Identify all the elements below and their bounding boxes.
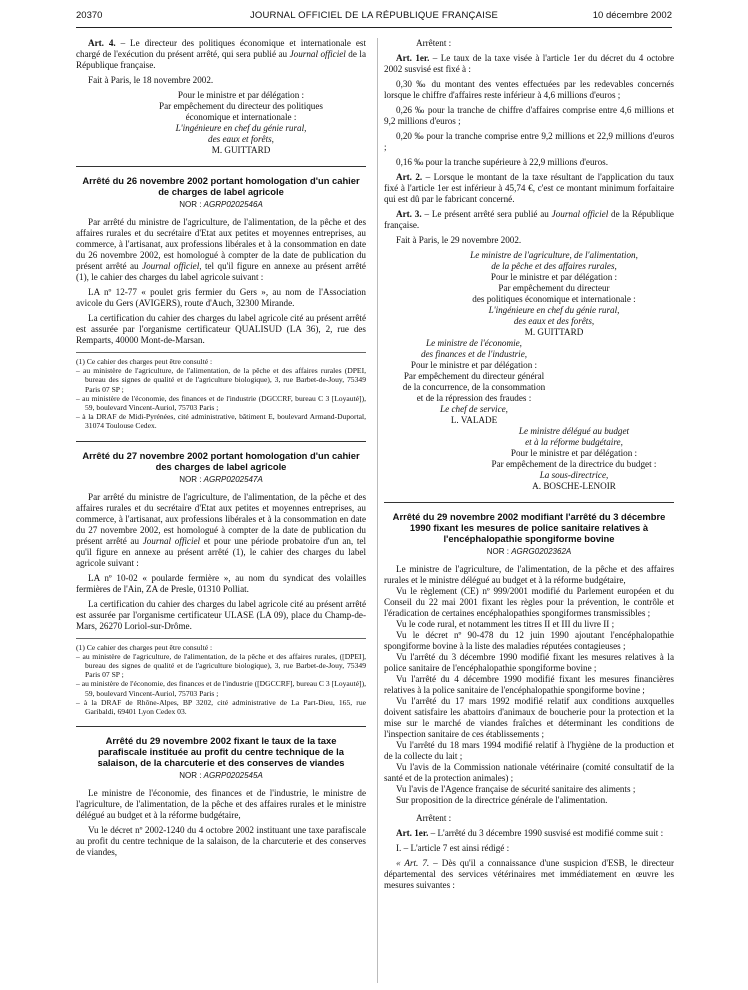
visa-paragraph: Vu l'arrêté du 17 mars 1992 modifié relatif aux conditions auxquelles doivent satisfaire les abattoirs d'animaux de boucherie pour la protection et la mise sur le marché de viandes fraîches et déterminant les conditions de l'inspection sanitaire de ces établissements ; <box>384 696 674 739</box>
esb-article-7-intro: I. – L'article 7 est ainsi rédigé : <box>396 843 510 853</box>
signature-block-1 <box>116 90 366 156</box>
journal-title: JOURNAL OFFICIEL DE LA RÉPUBLIQUE FRANÇAISE <box>249 10 499 21</box>
page-header <box>76 10 672 28</box>
footnote-line: – au ministère de l'agriculture, de l'alimentation, de la pêche et des affaires rurales (DPEI, bureau des signes de qualité et de l'agriculture biologique), 3, rue Barbet-de-Jouy, 75349 Paris 07 SP ; <box>76 366 366 394</box>
visa-paragraph: Vu le code rural, et notamment les titres II et III du livre II ; <box>396 619 615 629</box>
signature-block-budget: Le ministre délégué au budget et à la réforme budgétaire, Pour le ministre et par délégation : Par empêchement de la directrice du budget : La sous-directrice, A. BOSCHE-LENOIR <box>491 426 657 491</box>
visa-paragraph: Vu l'arrêté du 4 décembre 1990 modifié fixant les mesures financières relatives à la police sanitaire de l'encéphalopathie spongiforme bovine ; <box>384 674 674 695</box>
rate-item: 0,16 ‰ pour la tranche supérieure à 22,9 millions d'euros. <box>396 157 608 167</box>
header-rule <box>76 27 672 28</box>
section-separator <box>76 166 366 167</box>
visa-paragraph: Vu l'avis de la Commission nationale vétérinaire (comité consultatif de la santé et de la protection animales) ; <box>384 762 674 783</box>
fait-paris-1: Fait à Paris, le 18 novembre 2002. <box>88 75 214 85</box>
arrete-26-footnotes <box>76 357 366 431</box>
footnote-line: – à la DRAF de Rhône-Alpes, BP 3202, cité administrative de La Part-Dieu, 165, rue Garibaldi, 69401 Lyon Cedex 03. <box>76 697 366 717</box>
section-separator <box>76 726 366 727</box>
arrete-26-para-3: La certification du cahier des charges du label agricole cité au présent arrêté est assurée par l'organisme certificateur QUALISUD (LA 36), 2, rue des Remparts, 40000 Mont-de-Marsan. <box>76 313 366 345</box>
footnote-line: (1) Ce cahier des charges peut être consulté : <box>76 357 213 366</box>
footnote-line: – à la DRAF de Midi-Pyrénées, cité administrative, bâtiment E, boulevard Armand-Duportal, 31074 Toulouse Cedex. <box>76 412 366 431</box>
footnote-line: – au ministère de l'agriculture, de l'alimentation, de la pêche et des affaires rurales, ([DPEI], bureau des signes de qualité et de l'agriculture biologique), 3, rue Barbet-de-Jouy, 75349 Paris 07 SP ; <box>76 651 366 680</box>
art1-paragraph: Art. 1er. – Le taux de la taxe visée à l'article 1er du décret du 4 octobre 2002 susvisé est fixé à : <box>384 53 674 74</box>
visa-paragraph: Vu l'arrêté du 3 décembre 1990 modifié fixant les mesures relatives à la police sanitaire de l'encéphalopathie spongiforme bovine ; <box>384 652 674 673</box>
esb-article-7-text: « Art. 7. – Dès qu'il a connaissance d'une suspicion d'ESB, le directeur départemental des services vétérinaires met immédiatement en œuvre les mesures suivantes : <box>384 858 675 890</box>
arretent-1: Arrêtent : <box>416 38 452 48</box>
sig1-line: Pour le ministre et par délégation : <box>177 90 305 100</box>
footnote-rule <box>76 352 366 353</box>
arrete-27-para-2: LA nº 10-02 « poularde fermière », au nom du syndicat des volailles fermières de l'Ain, ZA de Presle, 01310 Polliat. <box>76 572 366 594</box>
sig1-line: Par empêchement du directeur des politiques <box>159 101 323 111</box>
visa-paragraph: Vu le règlement (CE) nº 999/2001 modifié du Parlement européen et du Conseil du 22 mai 2001 fixant les règles pour la prévention, le contrôle et l'éradication de certaines encéphalopathies spongiformes transmissibles ; <box>384 586 674 618</box>
rate-item: 0,20 ‰ pour la tranche comprise entre 9,2 millions et 22,9 millions d'euros ; <box>384 131 674 152</box>
sig1-title: L'ingénieure en chef du génie rural, <box>175 123 307 133</box>
rate-item: 0,26 ‰ pour la tranche de chiffre d'affaires comprise entre 4,6 millions et 9,2 millions d'euros ; <box>384 105 674 126</box>
art4-jo: Journal officiel <box>289 49 346 59</box>
footnote-line: – au ministère de l'économie, des finances et de l'industrie ([DGCCRF], bureau C 3 [Loyauté]), 59, boulevard Vincent-Auriol, 75703 Paris ; <box>76 679 366 698</box>
visa-paragraph: Le ministre de l'agriculture, de l'alimentation, de la pêche et des affaires rurales et le ministre délégué au budget et à la réforme budgétaire, <box>384 564 674 585</box>
page-number: 20370 <box>76 10 103 21</box>
arrete-26-title: Arrêté du 26 novembre 2002 portant homologation d'un cahier de charges de label agricole <box>82 175 360 197</box>
arrete-27-nor: NOR : AGRP0202547A <box>179 474 263 484</box>
arrete-esb-visas <box>384 564 674 806</box>
footnote-line: – au ministère de l'économie, des finances et de l'industrie (DGCCRF, bureau C 3 [Loyauté]), 59, boulevard Vincent-Auriol, 75703 Paris ; <box>76 393 366 413</box>
visa-paragraph: Vu l'avis de l'Agence française de sécurité sanitaire des aliments ; <box>396 784 636 794</box>
footnote-line: (1) Ce cahier des charges peut être consulté : <box>76 642 213 652</box>
section-separator <box>384 502 674 503</box>
visa-paragraph: Vu le décret nº 90-478 du 12 juin 1990 ajoutant l'encéphalopathie spongiforme bovine à la liste des maladies réputées contagieuses ; <box>384 630 674 651</box>
esb-art1-paragraph: Art. 1er. – L'arrêté du 3 décembre 1990 susvisé est modifié comme suit : <box>396 828 664 838</box>
arrete-27-title: Arrêté du 27 novembre 2002 portant homologation d'un cahier des charges de label agricole <box>82 449 360 472</box>
arrete-29-taxe-para-1: Le ministre de l'économie, des finances et de l'industrie, le ministre de l'agriculture, de l'alimentation, de la pêche et des affaires rurales et le ministre délégué au budget et à la réforme budgétaire, <box>76 788 366 821</box>
arrete-26-nor: NOR : AGRP0202546A <box>179 200 263 209</box>
sig1-name: M. GUITTARD <box>211 145 271 155</box>
art4-text: – Le directeur des politiques économique et internationale est chargé de l'exécution du présent arrêté, qui sera publié au <box>76 38 366 59</box>
art3-paragraph: Art. 3. – Le présent arrêté sera publié au Journal officiel de la République française. <box>384 209 674 230</box>
arrete-esb-title: Arrêté du 29 novembre 2002 modifiant l'arrêté du 3 décembre 1990 fixant les mesures de police sanitaire relatives à l'encéphalopathie spongiforme bovine <box>392 511 666 544</box>
arrete-esb-nor: NOR : AGRG0202362A <box>486 547 572 556</box>
arrete-26-para-1: Par arrêté du ministre de l'agriculture, de l'alimentation, de la pêche et des affaires rurales et du secrétaire d'Etat aux petites et moyennes entreprises, au commerce, à l'artisanat, aux professions libérales et à la consommation en date du 26 novembre 2002, est homologué à compter de la date de publication du présent arrêté au Journal officiel, tel qu'il figure en annexe au présent arrêté (1), le cahier des charges du label agricole suivant : <box>76 217 366 282</box>
arrete-27-para-3: La certification du cahier des charges du label agricole cité au présent arrêté est assurée par l'organisme certificateur ULASE (LA 09), place du Champ-de-Mars, 26270 Loriol-sur-Drôme. <box>76 598 366 631</box>
arretent-2: Arrêtent : <box>416 813 452 823</box>
visa-paragraph: Vu l'arrêté du 18 mars 1994 modifié relatif à l'hygiène de la production et de la collecte du lait ; <box>384 740 674 761</box>
left-column <box>76 38 366 862</box>
column-divider <box>377 38 378 983</box>
arrete-26-para-2: LA nº 12-77 « poulet gris fermier du Gers », au nom de l'Association avicole du Gers (AVIGERS), route d'Auch, 32300 Mirande. <box>76 287 366 308</box>
footnote-rule <box>76 638 366 639</box>
right-column <box>384 38 674 895</box>
section-separator <box>76 441 366 442</box>
rate-item: 0,30 ‰ du montant des ventes effectuées par les redevables concernés lorsque le chiffre d'affaires reste inférieur à 4,6 millions d'euros ; <box>384 79 674 100</box>
art4-label: Art. 4. <box>88 38 116 48</box>
art4-paragraph <box>76 38 366 71</box>
art2-paragraph: Art. 2. – Lorsque le montant de la taxe résultant de l'application du taux fixé à l'article 1er est inférieur à 45,74 €, c'est ce montant minimum forfaitaire qui est dû par le fabricant concerné. <box>384 172 674 204</box>
issue-date: 10 décembre 2002 <box>592 10 672 21</box>
fait-paris-2: Fait à Paris, le 29 novembre 2002. <box>396 235 522 245</box>
signature-block-economie: Le ministre de l'économie, des finances et de l'industrie, Pour le ministre et par délégation : Par empêchement du directeur général de la concurrence, de la consommation et de la répression des fraudes : Le chef de service, L. VALADE <box>402 338 546 425</box>
visa-paragraph: Sur proposition de la directrice générale de l'alimentation. <box>396 795 608 805</box>
sig1-line: économique et internationale : <box>185 112 297 122</box>
arrete-29-taxe-title: Arrêté du 29 novembre 2002 fixant le taux de la taxe parafiscale instituée au profit du centre technique de la salaison, de la charcuterie et des conserves de viandes <box>97 735 345 769</box>
art4-end: de la République française. <box>76 49 366 70</box>
arrete-29-taxe-nor: NOR : AGRP0202545A <box>179 771 263 781</box>
signature-block-agriculture: Le ministre de l'agriculture, de l'alimentation, de la pêche et des affaires rurales, Pour le ministre et par délégation : Par empêchement du directeur des politiques économique et internationale : L'ingénieure en chef du génie rural, des eaux et des forêts, M. GUITTARD <box>470 250 638 337</box>
arrete-27-footnotes <box>76 643 366 717</box>
arrete-29-taxe-para-2: Vu le décret nº 2002-1240 du 4 octobre 2002 instituant une taxe parafiscale au profit du centre technique de la salaison, de la charcuterie et des conserves de viandes, <box>76 825 366 858</box>
arrete-27-para-1: Par arrêté du ministre de l'agriculture, de l'alimentation, de la pêche et des affaires rurales et du secrétaire d'Etat aux petites et moyennes entreprises, au commerce, à l'artisanat, aux professions libérales et à la consommation en date du 27 novembre 2002, est homologué à compter de la date de publication du présent arrêté au Journal officiel et pour une période probatoire d'un an, tel qu'il figure en annexe au présent arrêté (1), le cahier des charges du label agricole suivant : <box>76 491 366 568</box>
sig1-title: des eaux et forêts, <box>208 134 274 144</box>
